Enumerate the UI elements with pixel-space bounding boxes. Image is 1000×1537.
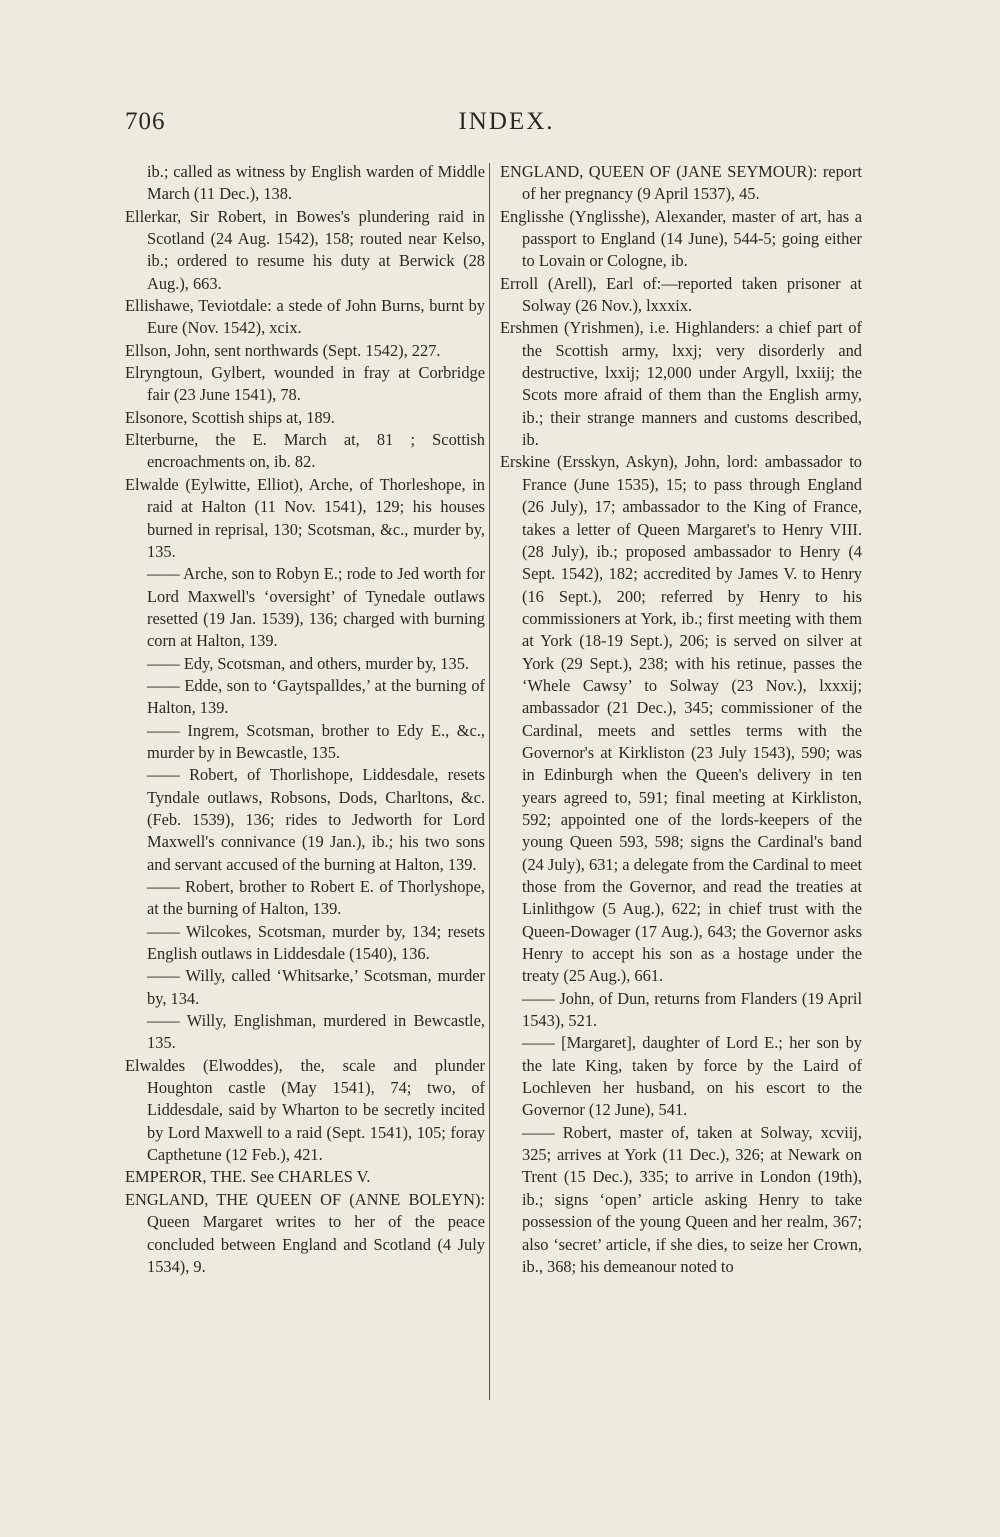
index-entry: Ellerkar, Sir Robert, in Bowes's plundering raid in Scotland (24 Aug. 1542), 158; routed near Kelso, ib.; ordered to resume his duty at Berwick (28 Aug.), 663. <box>125 206 485 293</box>
index-entry: ENGLAND, THE QUEEN OF (ANNE BOLEYN): Queen Margaret writes to her of the peace concluded between England and Scotland (4 July 1534), 9. <box>125 1189 485 1276</box>
page-number: 706 <box>125 108 166 135</box>
index-subentry: —— [Margaret], daughter of Lord E.; her son by the late King, taken by force by the Laird of Lochleven her husband, on his escort to the Governor (12 June), 541. <box>522 1033 862 1120</box>
index-subentry: —— Ingrem, Scotsman, brother to Edy E., &c., murder by in Bewcastle, 135. <box>147 720 485 762</box>
index-entry: Ershmen (Yrishmen), i.e. Highlanders: a chief part of the Scottish army, lxxj; very disorderly and destructive, lxxij; 12,000 under Argyll, lxxiij; the Scots more afraid of them than the English army, ib.; their strange manners and customs described, ib. <box>500 318 862 450</box>
index-entry: ENGLAND, QUEEN OF (JANE SEYMOUR): report of her pregnancy (9 April 1537), 45. <box>500 162 862 204</box>
index-entry: Englisshe (Ynglisshe), Alexander, master of art, has a passport to England (14 June), 544-5; going either to Lovain or Cologne, ib. <box>500 206 862 271</box>
page-title: INDEX. <box>458 108 555 135</box>
index-entry: Elsonore, Scottish ships at, 189. <box>125 407 335 427</box>
index-entry: Elryngtoun, Gylbert, wounded in fray at Corbridge fair (23 June 1541), 78. <box>125 363 485 405</box>
index-entry: EMPEROR, THE. See CHARLES V. <box>125 1167 371 1187</box>
index-entry: Erskine (Ersskyn, Askyn), John, lord: ambassador to France (June 1535), 15; to pass through England (26 July), 17; ambassador to the King of France, takes a letter of Queen Margaret's to Henry VIII. (28 July), ib.; proposed ambassador to Henry (4 Sept. 1542), 182; accredited by James V. to Henry (16 Sept.), 200; referred by Henry to his commissioners at York, ib.; first meeting with them at York (18-19 Sept.), 206; is served on silver at York (29 Sept.), 238; with his retinue, passes the ‘Whele Cawsy’ to Solway (23 Nov.), lxxxij; ambassador (21 Dec.), 345; commissioner of the Cardinal, meets and settles terms with the Governor's at Kirkliston (23 July 1543), 590; was in Edinburgh when the Queen's delivery in ten years agreed to, 591; final meeting at Kirkliston, 592; appointed one of the lords-keepers of the young Queen 593, 598; signs the Cardinal's band (24 July), 631; a delegate from the Cardinal to meet those from the Governor, and read the treaties at Linlithgow (5 Aug.), 622; in chief trust with the Queen-Dowager (17 Aug.), 643; the Governor asks Henry to accept his son as a hostage under the treaty (25 Aug.), 661. <box>500 452 862 986</box>
index-entry: Ellishawe, Teviotdale: a stede of John Burns, burnt by Eure (Nov. 1542), xcix. <box>125 296 485 338</box>
index-subentry: —— Robert, master of, taken at Solway, xcviij, 325; arrives at York (11 Dec.), 326; at Newark on Trent (15 Dec.), 335; to arrive in London (19th), ib.; signs ‘open’ article asking Henry to take possession of the young Queen and her realm, 367; also ‘secret’ article, if she dies, to seize her Crown, ib., 368; his demeanour noted to <box>522 1122 862 1276</box>
page-header <box>123 108 860 148</box>
index-subentry: —— Willy, called ‘Whitsarke,’ Scotsman, murder by, 134. <box>147 966 485 1008</box>
index-subentry: —— John, of Dun, returns from Flanders (19 April 1543), 521. <box>522 988 862 1031</box>
index-subentry: —— Edde, son to ‘Gaytspalldes,’ at the burning of Halton, 139. <box>147 675 485 718</box>
index-subentry: —— Arche, son to Robyn E.; rode to Jed worth for Lord Maxwell's ‘oversight’ of Tynedale outlaws resetted (19 Jan. 1539), 136; charged with burning corn at Halton, 139. <box>147 564 485 651</box>
index-subentry: —— Wilcokes, Scotsman, murder by, 134; resets English outlaws in Liddesdale (1540), 136. <box>147 921 485 964</box>
index-entry: Elterburne, the E. March at, 81 ; Scottish encroachments on, ib. 82. <box>125 430 485 472</box>
right-column <box>500 161 862 1278</box>
index-subentry: —— Robert, brother to Robert E. of Thorlyshope, at the burning of Halton, 139. <box>147 877 485 919</box>
left-column <box>125 161 485 1278</box>
index-subentry: —— Edy, Scotsman, and others, murder by, 135. <box>147 653 469 673</box>
index-subentry: —— Willy, Englishman, murdered in Bewcastle, 135. <box>147 1011 485 1053</box>
index-entry: ib.; called as witness by English warden of Middle March (11 Dec.), 138. <box>147 162 485 204</box>
index-subentry: —— Robert, of Thorlishope, Liddesdale, resets Tyndale outlaws, Robsons, Dods, Charltons, &c. (Feb. 1539), 136; rides to Jedworth for Lord Maxwell's connivance (19 Jan.), ib.; his two sons and servant accused of the burning at Halton, 139. <box>147 765 485 874</box>
index-entry: Elwalde (Eylwitte, Elliot), Arche, of Thorleshope, in raid at Halton (11 Nov. 1541), 129; his houses burned in reprisal, 130; Scotsman, &c., murder by, 135. <box>125 474 485 561</box>
index-entry: Erroll (Arell), Earl of:—reported taken prisoner at Solway (26 Nov.), lxxxix. <box>500 273 862 316</box>
index-entry: Elwaldes (Elwoddes), the, scale and plunder Houghton castle (May 1541), 74; two, of Liddesdale, said by Wharton to be secretly incited by Lord Maxwell to a raid (Sept. 1541), 105; foray Capthetune (12 Feb.), 421. <box>125 1055 485 1165</box>
column-divider <box>489 163 490 1400</box>
index-entry: Ellson, John, sent northwards (Sept. 1542), 227. <box>125 340 441 360</box>
